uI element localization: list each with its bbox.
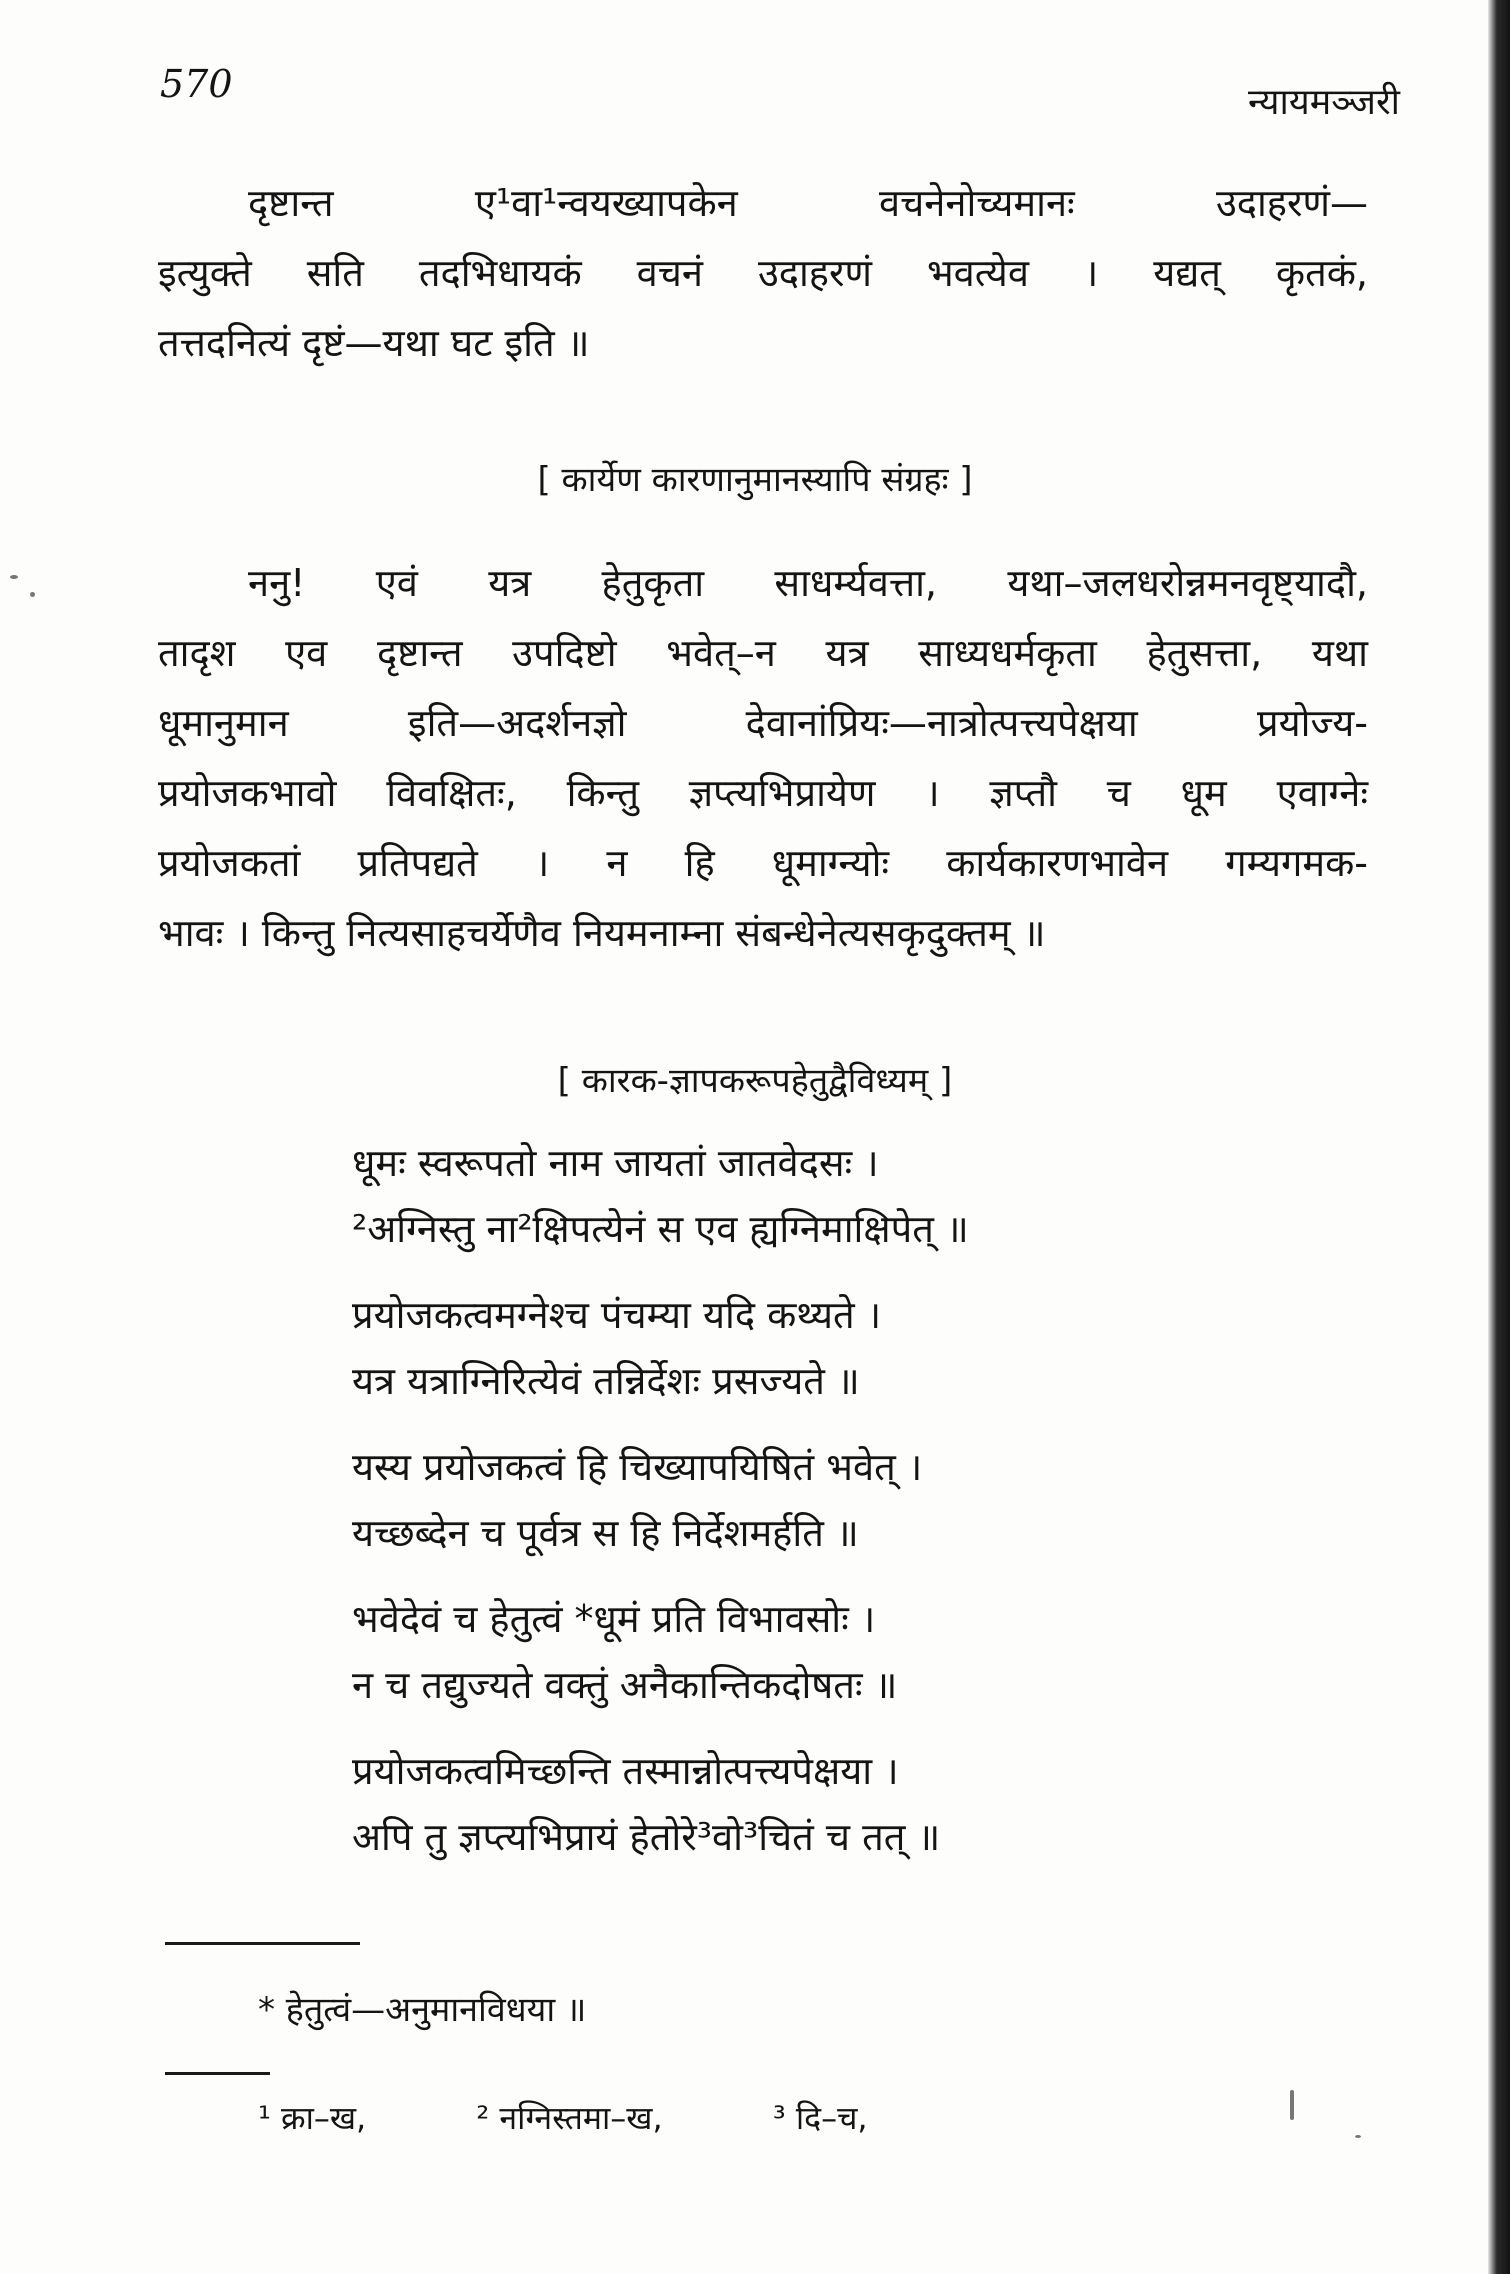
footnote-rule (165, 2072, 270, 2075)
verse (352, 1282, 1252, 1414)
section-heading: [ कार्येण कारणानुमानस्यापि संग्रहः ] (537, 460, 973, 500)
paragraph-line: भावः । किन्तु नित्यसाहचर्येणैव नियमनाम्ना संबन्धेनेत्यसकृदुक्तम् ॥ (158, 911, 1046, 955)
verse-line: यस्य प्रयोजकत्वं हि चिख्यापयिषितं भवेत् । (352, 1445, 923, 1489)
section-heading: [ कारक-ज्ञापकरूपहेतुद्वैविध्यम् ] (557, 1061, 953, 1101)
verse-line: भवेदेवं च हेतुत्वं *धूमं प्रति विभावसोः । (352, 1597, 876, 1641)
paragraph-line: प्रयोजकभावो विवक्षितः, किन्तु ज्ञप्त्यभिप्रायेण । ज्ञप्तौ च धूम एवाग्नेः (158, 771, 1368, 815)
scan-speck (1355, 2135, 1361, 2138)
paragraph-line: इत्युक्ते सति तदभिधायकं वचनं उदाहरणं भवत्येव । यद्यत् कृतकं, (158, 251, 1368, 295)
footnote-star: * हेतुत्वं—अनुमानविधया ॥ (258, 1990, 587, 2030)
running-head: न्यायमञ्जरी (1248, 82, 1400, 123)
verse-line: न च तद्युज्यते वक्तुं अनैकान्तिकदोषतः ॥ (352, 1663, 898, 1707)
page-number: 570 (160, 62, 233, 106)
verse-line: यच्छब्देन च पूर्वत्र स हि निर्देशमर्हति ॥ (352, 1511, 859, 1555)
verse-line: प्रयोजकत्वमग्नेश्च पंचम्या यदि कथ्यते । (352, 1293, 882, 1337)
verse-line: ²अग्निस्तु ना²क्षिपत्येनं स एव ह्यग्निमाक्षिपेत् ॥ (352, 1207, 969, 1251)
verse (352, 1434, 1252, 1566)
scan-speck (10, 575, 18, 579)
intro-paragraph (158, 168, 1368, 378)
footnote-item: ² नग्निस्तमा–ख, (476, 2099, 663, 2137)
verse-line: धूमः स्वरूपतो नाम जायतां जातवेदसः । (352, 1141, 879, 1185)
verse (352, 1586, 1252, 1718)
verse-line: प्रयोजकत्वमिच्छन्ति तस्मान्नोत्पत्त्यपेक्षया । (352, 1749, 899, 1793)
footnote-item: ³ दि–च, (772, 2099, 868, 2137)
verse (352, 1130, 1252, 1262)
verse-line: अपि तु ज्ञप्त्यभिप्रायं हेतोरे³वो³चितं च तत् ॥ (352, 1815, 941, 1859)
footnote-rule (165, 1942, 360, 1945)
verse-block (352, 1130, 1252, 1890)
section1-paragraph (158, 548, 1368, 968)
footnote-item: ¹ क्रा–ख, (258, 2099, 367, 2137)
scan-speck (1290, 2090, 1294, 2120)
paragraph-line: तत्तदनित्यं दृष्टं—यथा घट इति ॥ (158, 321, 590, 365)
paragraph-line: तादृश एव दृष्टान्त उपदिष्टो भवेत्–न यत्र साध्यधर्मकृता हेतुसत्ता, यथा (158, 631, 1368, 675)
paragraph-line: धूमानुमान इति—अदर्शनज्ञो देवानांप्रियः—नात्रोत्पत्त्यपेक्षया प्रयोज्य- (158, 701, 1368, 745)
verse-line: यत्र यत्राग्निरित्येवं तन्निर्देशः प्रसज्यते ॥ (352, 1359, 860, 1403)
paragraph-line: दृष्टान्त ए¹वा¹न्वयख्यापकेन वचनेनोच्यमानः उदाहरणं— (248, 181, 1368, 225)
paragraph-line: ननु! एवं यत्र हेतुकृता साधर्म्यवत्ता, यथा–जलधरोन्नमनवृष्ट्यादौ, (248, 561, 1368, 605)
page-binding-edge (1488, 0, 1510, 2274)
scan-speck (30, 592, 35, 597)
verse (352, 1738, 1252, 1870)
variant-footnotes (258, 2096, 968, 2139)
paragraph-line: प्रयोजकतां प्रतिपद्यते । न हि धूमाग्न्योः कार्यकारणभावेन गम्यगमक- (158, 841, 1368, 885)
